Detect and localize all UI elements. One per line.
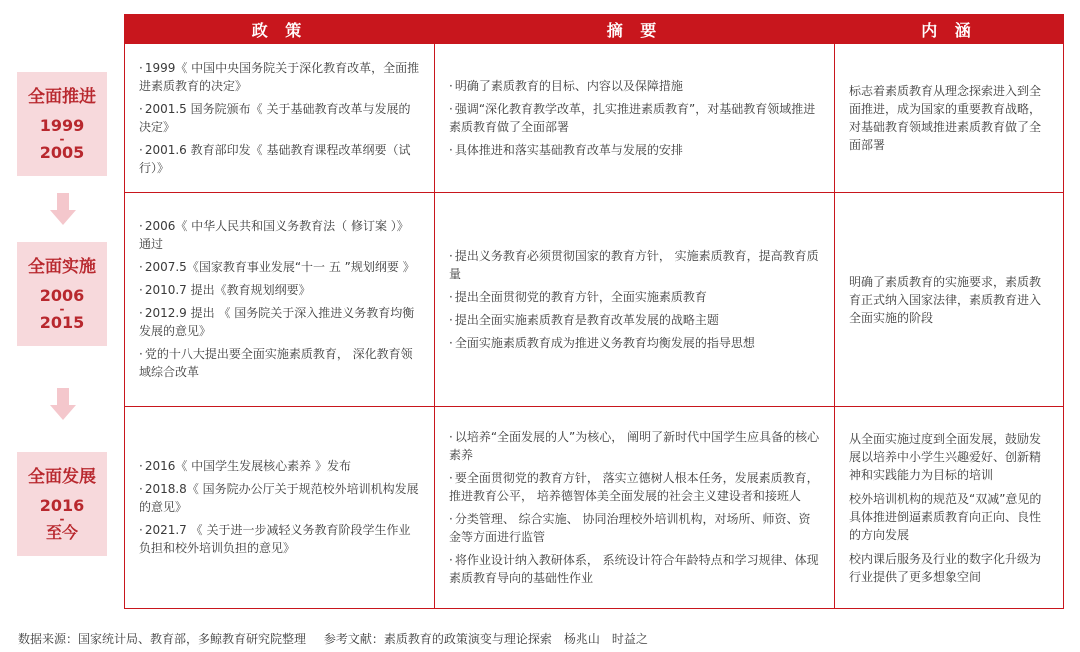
summary-text: 强调“深化教育教学改革，扎实推进素质教育”，对基础教育领域推进素质教育做了全面部署 <box>449 101 816 134</box>
summary-text: 以培养“全面发展的人”为核心， 阐明了新时代中国学生应具备的核心素养 <box>449 429 820 462</box>
phase-end-year: 至今 <box>45 523 78 542</box>
phase-dash: - <box>59 302 65 316</box>
policy-text: 2001.5 国务院颁布《 关于基础教育改革与发展的决定》 <box>139 101 411 134</box>
phase-start-year: 2006 <box>39 286 85 305</box>
phase-dash: - <box>59 132 65 146</box>
policy-text: 2021.7 《 关于进一步减轻义务教育阶段学生作业负担和校外培训负担的意见》 <box>139 523 411 555</box>
summary-cell <box>435 193 835 407</box>
phase-name: 全面实施 <box>28 257 96 277</box>
phase-block-1 <box>17 72 107 176</box>
policy-item <box>139 217 420 253</box>
meaning-text: 标志着素质教育从理念探索进入到全面推进，成为国家的重要教育战略，对基础教育领域推进素质教育做了全面部署 <box>849 84 1042 152</box>
policy-item <box>139 141 420 177</box>
summary-text: 要全面贯彻党的教育方针， 落实立德树人根本任务，发展素质教育， 推进教育公平， 培养德智体美全面发展的社会主义建设者和接班人 <box>449 470 819 503</box>
summary-cell <box>435 44 835 193</box>
phase-start-year: 1999 <box>39 116 85 135</box>
summary-text: 分类管理、 综合实施、 协同治理校外培训机构，对场所、师资、资金等方面进行监管 <box>449 511 811 544</box>
policy-cell <box>125 193 435 407</box>
summary-text: 将作业设计纳入教研体系， 系统设计符合年龄特点和学习规律、体现素质教育导向的基础性作业 <box>449 552 819 585</box>
policy-text: 党的十八大提出要全面实施素质教育， 深化教育领域综合改革 <box>139 347 413 379</box>
policy-item <box>139 258 420 276</box>
reference: 参考文献：素质教育的政策演变与理论探索 杨兆山 时益之 <box>323 632 648 646</box>
summary-item <box>449 288 820 306</box>
bullet: · <box>449 248 453 263</box>
bullet: · <box>449 470 453 485</box>
bullet: · <box>449 142 453 157</box>
bullet: · <box>449 78 453 93</box>
summary-cell <box>435 407 835 609</box>
phase-block-3 <box>17 452 107 556</box>
summary-item <box>449 311 820 329</box>
summary-text: 具体推进和落实基础教育改革与发展的安排 <box>454 142 683 157</box>
meaning-cell <box>835 407 1064 609</box>
bullet: · <box>139 283 143 297</box>
policy-text: 2018.8《 国务院办公厅关于规范校外培训机构发展的意见》 <box>139 482 419 514</box>
bullet: · <box>139 260 143 274</box>
bullet: · <box>139 459 143 473</box>
summary-text: 提出义务教育必须贯彻国家的教育方针， 实施素质教育，提高教育质量 <box>449 248 819 281</box>
policy-cell <box>125 407 435 609</box>
policy-item <box>139 457 420 475</box>
bullet: · <box>139 523 143 537</box>
bullet: · <box>449 552 453 567</box>
policy-text: 2001.6 教育部印发《 基础教育课程改革纲要（试行）》 <box>139 142 411 175</box>
data-source: 数据来源：国家统计局、教育部，多鲸教育研究院整理 <box>18 632 307 646</box>
header-summary: 摘 要 <box>435 15 835 44</box>
policy-cell <box>125 44 435 193</box>
bullet: · <box>139 347 143 361</box>
header-policy: 政 策 <box>125 15 435 44</box>
summary-item <box>449 510 820 546</box>
phase-end-year: 2005 <box>39 143 85 162</box>
phase-name: 全面发展 <box>28 467 96 487</box>
policy-text: 2010.7 提出《教育规划纲要》 <box>144 283 311 297</box>
table-header-row <box>125 15 1064 44</box>
bullet: · <box>449 312 453 327</box>
summary-item <box>449 334 820 352</box>
bullet: · <box>139 101 143 116</box>
summary-item <box>449 551 820 587</box>
meaning-cell <box>835 193 1064 407</box>
summary-item <box>449 100 820 136</box>
bullet: · <box>449 511 453 526</box>
policy-text: 2007.5《国家教育事业发展“十一 五 ”规划纲要 》 <box>144 260 415 274</box>
summary-text: 明确了素质教育的目标、内容以及保障措施 <box>454 78 683 93</box>
bullet: · <box>139 60 143 75</box>
down-arrow-icon <box>50 388 76 420</box>
bullet: · <box>449 335 453 350</box>
bullet: · <box>449 289 453 304</box>
policy-item <box>139 59 420 95</box>
bullet: · <box>449 429 453 444</box>
policy-item <box>139 304 420 340</box>
phase-dash: - <box>59 512 65 526</box>
policy-text: 1999《 中国中央国务院关于深化教育改革，全面推进素质教育的决定》 <box>139 60 420 93</box>
phase-block-2 <box>17 242 107 346</box>
footer-note <box>18 630 648 647</box>
policy-table <box>124 14 1064 609</box>
bullet: · <box>139 219 143 233</box>
meaning-text: 明确了素质教育的实施要求，素质教育正式纳入国家法律，素质教育进入全面实施的阶段 <box>849 274 1042 325</box>
bullet: · <box>139 142 143 157</box>
down-arrow-icon <box>50 193 76 225</box>
table-row <box>125 407 1064 609</box>
bullet: · <box>139 306 143 320</box>
summary-item <box>449 247 820 283</box>
meaning-text: 校内课后服务及行业的数字化升级为行业提供了更多想象空间 <box>849 551 1042 584</box>
phase-end-year: 2015 <box>39 313 85 332</box>
table-row <box>125 193 1064 407</box>
bullet: · <box>449 101 453 116</box>
summary-item <box>449 141 820 159</box>
meaning-text: 从全面实施过度到全面发展，鼓励发展以培养中小学生兴趣爱好、创新精神和实践能力为目标的培训 <box>849 431 1042 482</box>
policy-item <box>139 480 420 516</box>
summary-text: 全面实施素质教育成为推进义务教育均衡发展的指导思想 <box>454 335 755 350</box>
policy-item <box>139 521 420 557</box>
policy-item <box>139 345 420 381</box>
policy-text: 2016《 中国学生发展核心素养 》发布 <box>144 459 351 473</box>
policy-item <box>139 100 420 136</box>
summary-item <box>449 469 820 505</box>
header-meaning: 内 涵 <box>835 15 1064 44</box>
summary-item <box>449 77 820 95</box>
meaning-text: 校外培训机构的规范及“双减”意见的具体推进倒逼素质教育向正向、良性的方向发展 <box>849 491 1042 542</box>
policy-text: 2006《 中华人民共和国义务教育法（ 修订案 ）》通过 <box>139 219 409 251</box>
policy-item <box>139 281 420 299</box>
phase-start-year: 2016 <box>39 496 85 515</box>
summary-item <box>449 428 820 464</box>
summary-text: 提出全面实施素质教育是教育改革发展的战略主题 <box>454 312 719 327</box>
summary-text: 提出全面贯彻党的教育方针，全面实施素质教育 <box>454 289 707 304</box>
table-row <box>125 44 1064 193</box>
meaning-cell <box>835 44 1064 193</box>
bullet: · <box>139 482 143 496</box>
phase-name: 全面推进 <box>28 87 96 107</box>
policy-text: 2012.9 提出 《 国务院关于深入推进义务教育均衡发展的意见》 <box>139 306 415 338</box>
